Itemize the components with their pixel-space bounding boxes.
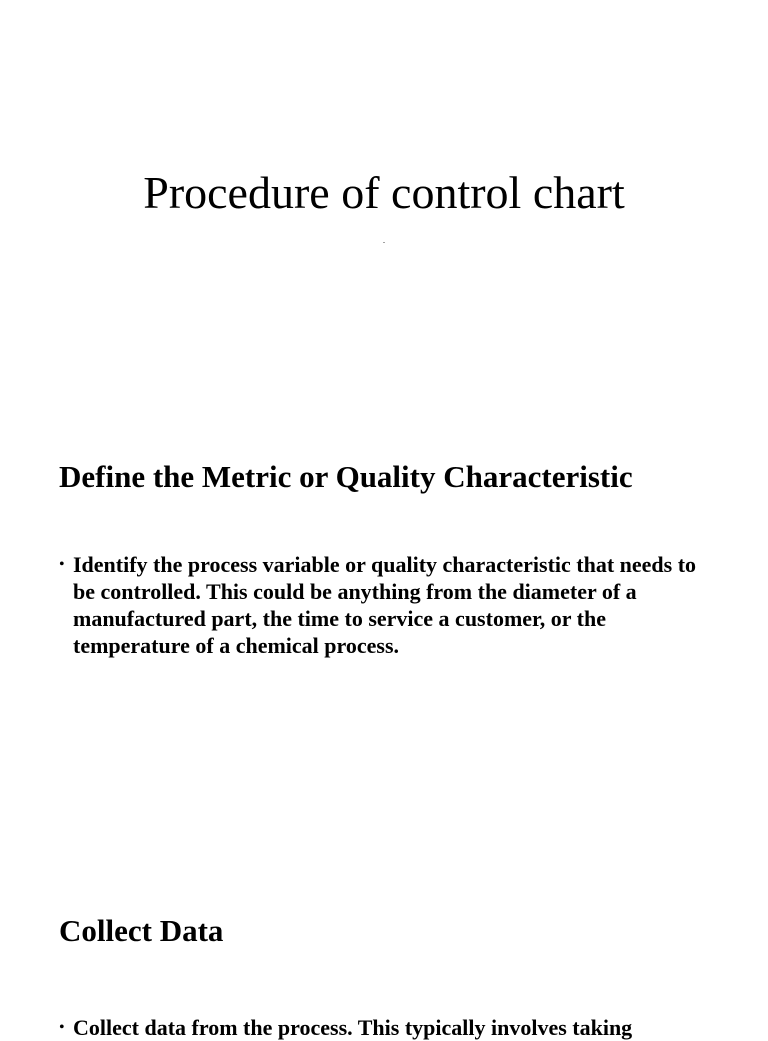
section-heading: Define the Metric or Quality Characteristic [59,459,633,494]
bullet-list [59,1014,709,1041]
slide-define-metric [0,420,768,860]
bullet-item [59,551,709,659]
bullet-text: Identify the process variable or quality characteristic that needs to be controlled. This could be anything from the diameter of a manufactured part, the time to service a customer, or the temperature of a chemical process. [73,552,697,658]
bullet-text: Collect data from the process. This typically involves taking [73,1015,633,1040]
bullet-icon: • [59,556,65,573]
bullet-list [59,551,709,659]
slide-title: Procedure of control chart [143,167,625,218]
slide-collect-data [0,880,768,1040]
section-heading: Collect Data [59,913,224,948]
bullet-item [59,1014,709,1041]
title-slide [0,0,768,400]
bullet-icon: • [59,1019,65,1036]
slide-subtitle: . [383,236,385,245]
